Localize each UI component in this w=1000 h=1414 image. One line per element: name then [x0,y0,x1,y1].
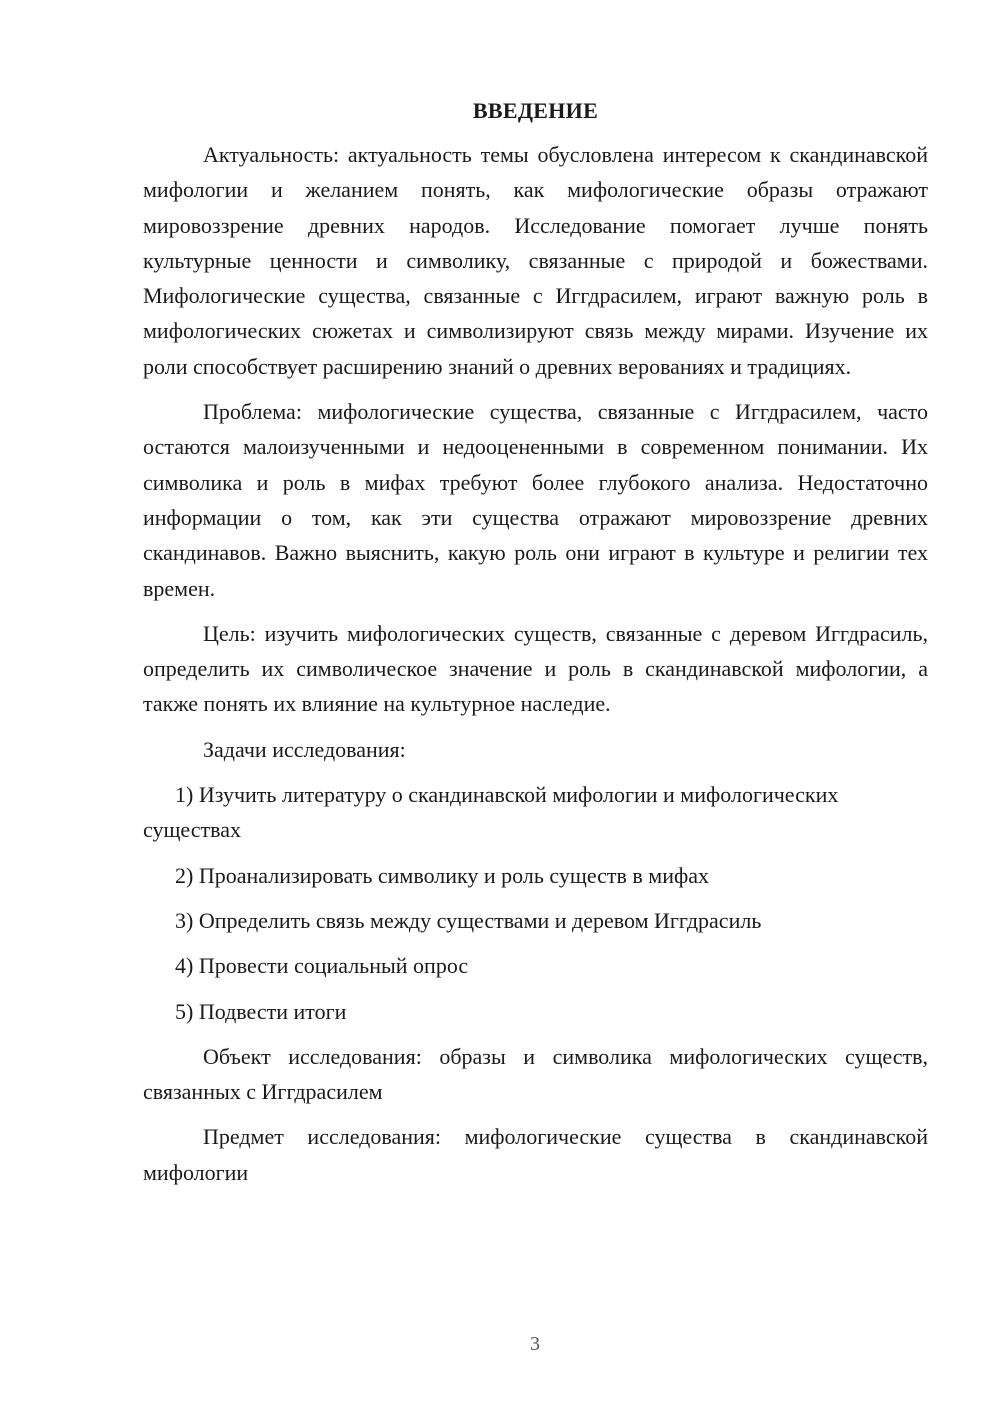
problem-paragraph: Проблема: мифологические существа, связанные с Иггдрасилем, часто остаются малоизученными и недооцененными в современном понимании. Их символика и роль в мифах требуют более глубокого анализа. Недостаточно информации о том, как эти существа отражают мировоззрение древних скандинавов. Важно выяснить, какую роль они играют в культуре и религии тех времен. [143,399,928,601]
page-number: 3 [530,1333,540,1355]
subject-paragraph: Предмет исследования: мифологические существа в скандинавской мифологии [143,1124,928,1185]
task-item-1: 1) Изучить литературу о скандинавской мифологии и мифологических существах [143,782,839,843]
tasks-heading: Задачи исследования: [203,736,406,762]
goal-paragraph: Цель: изучить мифологических существ, связанные с деревом Иггдрасиль, определить их символическое значение и роль в скандинавской мифологии, а также понять их влияние на культурное наследие. [143,620,928,717]
page-title: ВВЕДЕНИЕ [472,98,599,123]
task-item-3: 3) Определить связь между существами и деревом Иггдрасиль [175,907,762,933]
task-item-2: 2) Проанализировать символику и роль существ в мифах [175,862,709,888]
object-paragraph: Объект исследования: образы и символика мифологических существ, связанных с Иггдрасилем [143,1043,928,1105]
document-page [143,95,928,1200]
task-item-5: 5) Подвести итоги [175,998,347,1024]
task-item-4: 4) Провести социальный опрос [175,953,469,979]
relevance-paragraph: Актуальность: актуальность темы обусловлена интересом к скандинавской мифологии и желанием понять, как мифологические образы отражают мировоззрение древних народов. Исследование помогает лучше понять культурные ценности и символику, связанные с природой и божествами. Мифологические существа, связанные с Иггдрасилем, играют важную роль в мифологических сюжетах и символизируют связь между мирами. Изучение их роли способствует расширению знаний о древних верованиях и традициях. [143,142,928,379]
